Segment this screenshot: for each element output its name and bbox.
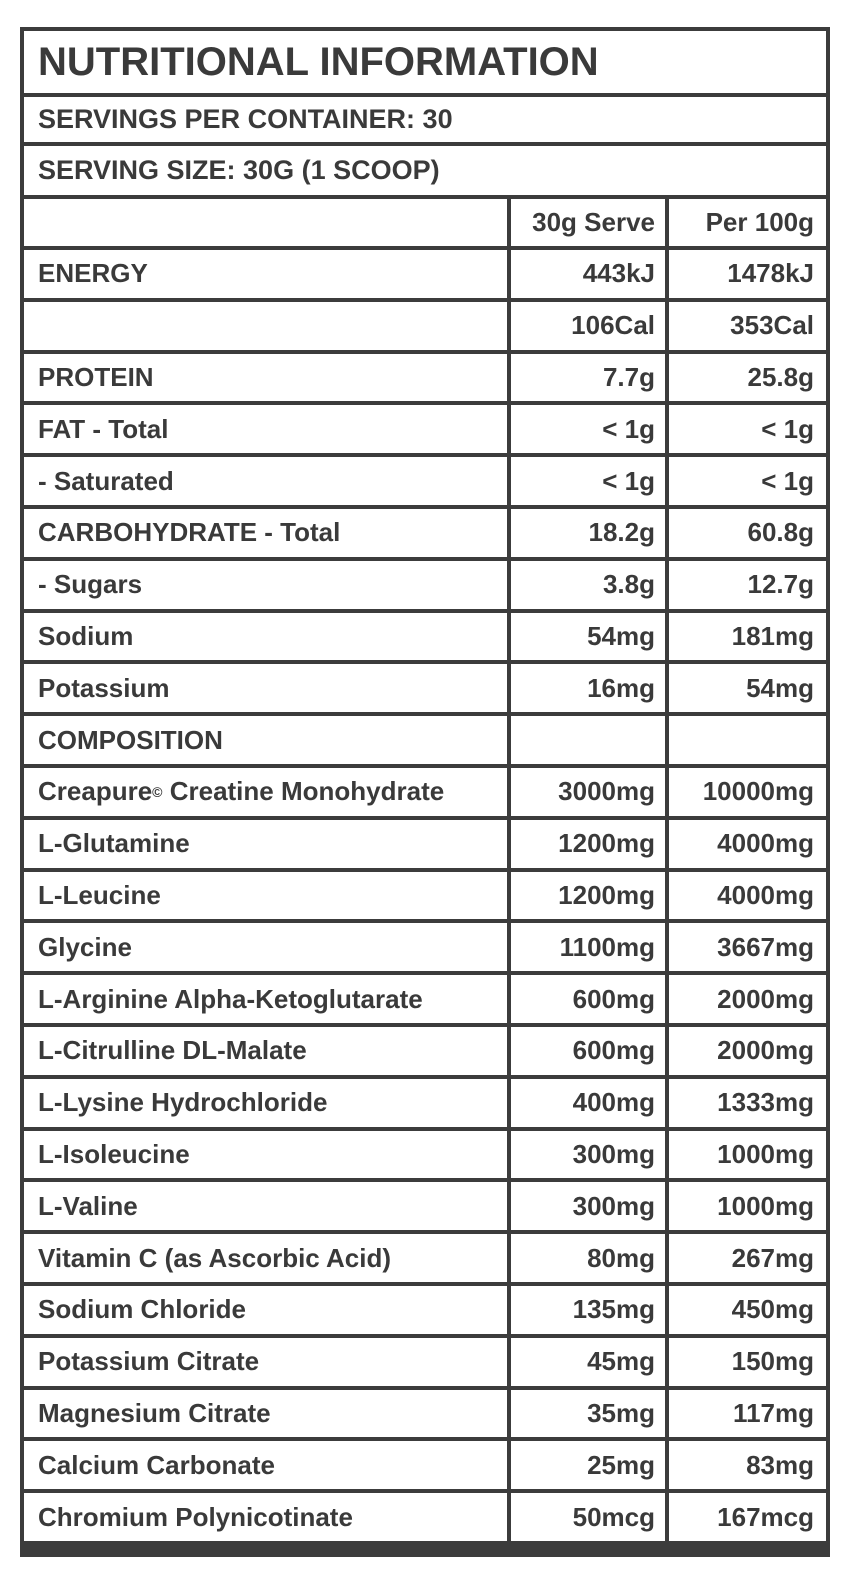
per100-value: 1000mg [669,1182,826,1230]
table-row [24,975,826,1023]
nutrient-label: Creapure © Creatine Monohydrate [24,768,507,816]
serve-value: 1200mg [511,820,665,868]
serving-size-row [24,146,826,195]
per100-value: 1478kJ [669,250,826,298]
per100-value: 167mcg [669,1493,826,1541]
per100-value [669,716,826,764]
per100-value: 353Cal [669,302,826,350]
per100-value: 3667mg [669,923,826,971]
serve-value: 50mcg [511,1493,665,1541]
nutrient-label [24,1027,507,1075]
serve-value: 300mg [511,1182,665,1230]
per100-value: 1000mg [669,1131,826,1179]
serve-value: 35mg [511,1390,665,1438]
nutrient-label [24,1493,507,1541]
per100-value: 12.7g [669,561,826,609]
nutrient-label [24,1182,507,1230]
serve-value: 1200mg [511,872,665,920]
serve-value: 3000mg [511,768,665,816]
table-row [24,250,826,298]
nutrient-label [24,1079,507,1127]
per100-value: 4000mg [669,820,826,868]
table-row [24,1182,826,1230]
nutrient-name: L-Isoleucine [38,1138,190,1169]
per100-value: 60.8g [669,509,826,557]
nutrient-name: L-Lysine Hydrochloride [38,1087,328,1118]
table-row [24,1390,826,1438]
nutrient-name: FAT - Total [38,413,169,444]
nutrient-label [24,405,507,453]
per100-value: 267mg [669,1234,826,1282]
table-row [24,405,826,453]
table-row [24,1027,826,1075]
nutrient-label [24,1286,507,1334]
title-row [24,31,826,93]
table-row [24,561,826,609]
nutrient-name: CARBOHYDRATE - Total [38,517,341,548]
nutrient-name: L-Arginine Alpha-Ketoglutarate [38,983,423,1014]
nutrient-label [24,716,507,764]
serving-size: SERVING SIZE: 30G (1 SCOOP) [24,146,826,195]
nutrient-name: L-Glutamine [38,828,190,859]
nutrient-label [24,613,507,661]
serve-value: 16mg [511,664,665,712]
table-row [24,768,826,816]
table-row [24,664,826,712]
column-header-per100: Per 100g [669,199,826,246]
servings-row [24,97,826,142]
serve-value: 54mg [511,613,665,661]
serve-value: < 1g [511,457,665,505]
nutrient-name: Vitamin C (as Ascorbic Acid) [38,1242,392,1273]
column-header-row [24,199,826,246]
serve-value: 80mg [511,1234,665,1282]
serve-value: 106Cal [511,302,665,350]
table-row [24,1131,826,1179]
per100-value: 25.8g [669,354,826,402]
serve-value: 443kJ [511,250,665,298]
nutrient-label [24,975,507,1023]
table-row [24,457,826,505]
nutrient-label [24,509,507,557]
nutrient-name: Potassium Citrate [38,1346,260,1377]
nutrient-label [24,872,507,920]
nutrient-name: Glycine [38,931,132,962]
nutrient-name: Potassium [38,672,170,703]
table-row [24,1493,826,1541]
table-row [24,716,826,764]
nutrient-label [24,923,507,971]
per100-value: 2000mg [669,1027,826,1075]
nutrient-name: ENERGY [38,258,148,289]
per100-value: 117mg [669,1390,826,1438]
nutrient-label [24,302,507,350]
nutrient-name: - Sugars [38,569,143,600]
nutrient-name: Calcium Carbonate [38,1449,275,1480]
nutrient-name: L-Valine [38,1190,138,1221]
nutrient-label [24,561,507,609]
nutrient-name: L-Leucine [38,879,161,910]
table-row [24,1234,826,1282]
per100-value: 150mg [669,1338,826,1386]
per100-value: 83mg [669,1441,826,1489]
table-row [24,872,826,920]
serve-value: 1100mg [511,923,665,971]
nutrient-label [24,1234,507,1282]
per100-value: 54mg [669,664,826,712]
nutrient-name: L-Citrulline DL-Malate [38,1035,307,1066]
nutrient-name: Chromium Polynicotinate [38,1501,353,1532]
nutrient-label [24,457,507,505]
per100-value: 2000mg [669,975,826,1023]
table-row [24,820,826,868]
nutrient-name: Sodium [38,620,134,651]
servings-per-container: SERVINGS PER CONTAINER: 30 [24,97,826,142]
table-row [24,354,826,402]
table-row [24,1079,826,1127]
serve-value: 400mg [511,1079,665,1127]
serve-value: 135mg [511,1286,665,1334]
nutrient-label [24,1441,507,1489]
serve-value: 300mg [511,1131,665,1179]
nutrient-name: Creapure [38,776,153,807]
per100-value: 4000mg [669,872,826,920]
per100-value: < 1g [669,457,826,505]
nutrient-name: PROTEIN [38,361,154,392]
serve-value: 25mg [511,1441,665,1489]
nutrient-name: Sodium Chloride [38,1294,246,1325]
table-row [24,613,826,661]
serve-value: 45mg [511,1338,665,1386]
nutrient-label [24,664,507,712]
per100-value: < 1g [669,405,826,453]
table-row [24,1338,826,1386]
nutrient-label [24,1131,507,1179]
per100-value: 10000mg [669,768,826,816]
serve-value: 600mg [511,975,665,1023]
table-row [24,1286,826,1334]
serve-value [511,716,665,764]
nutrient-label [24,354,507,402]
per100-value: 1333mg [669,1079,826,1127]
serve-value: 18.2g [511,509,665,557]
nutrition-panel [20,27,830,1557]
nutrient-name: - Saturated [38,465,174,496]
serve-value: < 1g [511,405,665,453]
nutrient-name-rest: Creatine Monohydrate [162,776,445,807]
per100-value: 181mg [669,613,826,661]
serve-value: 3.8g [511,561,665,609]
panel-title: NUTRITIONAL INFORMATION [24,31,826,93]
table-row [24,1441,826,1489]
column-header-serve: 30g Serve [511,199,665,246]
nutrient-name: Magnesium Citrate [38,1397,271,1428]
table-row [24,923,826,971]
nutrient-name: COMPOSITION [38,724,223,755]
column-header-label [24,199,507,246]
nutrient-label [24,250,507,298]
table-row [24,509,826,557]
nutrient-label [24,1390,507,1438]
serve-value: 600mg [511,1027,665,1075]
per100-value: 450mg [669,1286,826,1334]
nutrient-label [24,820,507,868]
serve-value: 7.7g [511,354,665,402]
nutrient-label [24,1338,507,1386]
table-row [24,302,826,350]
